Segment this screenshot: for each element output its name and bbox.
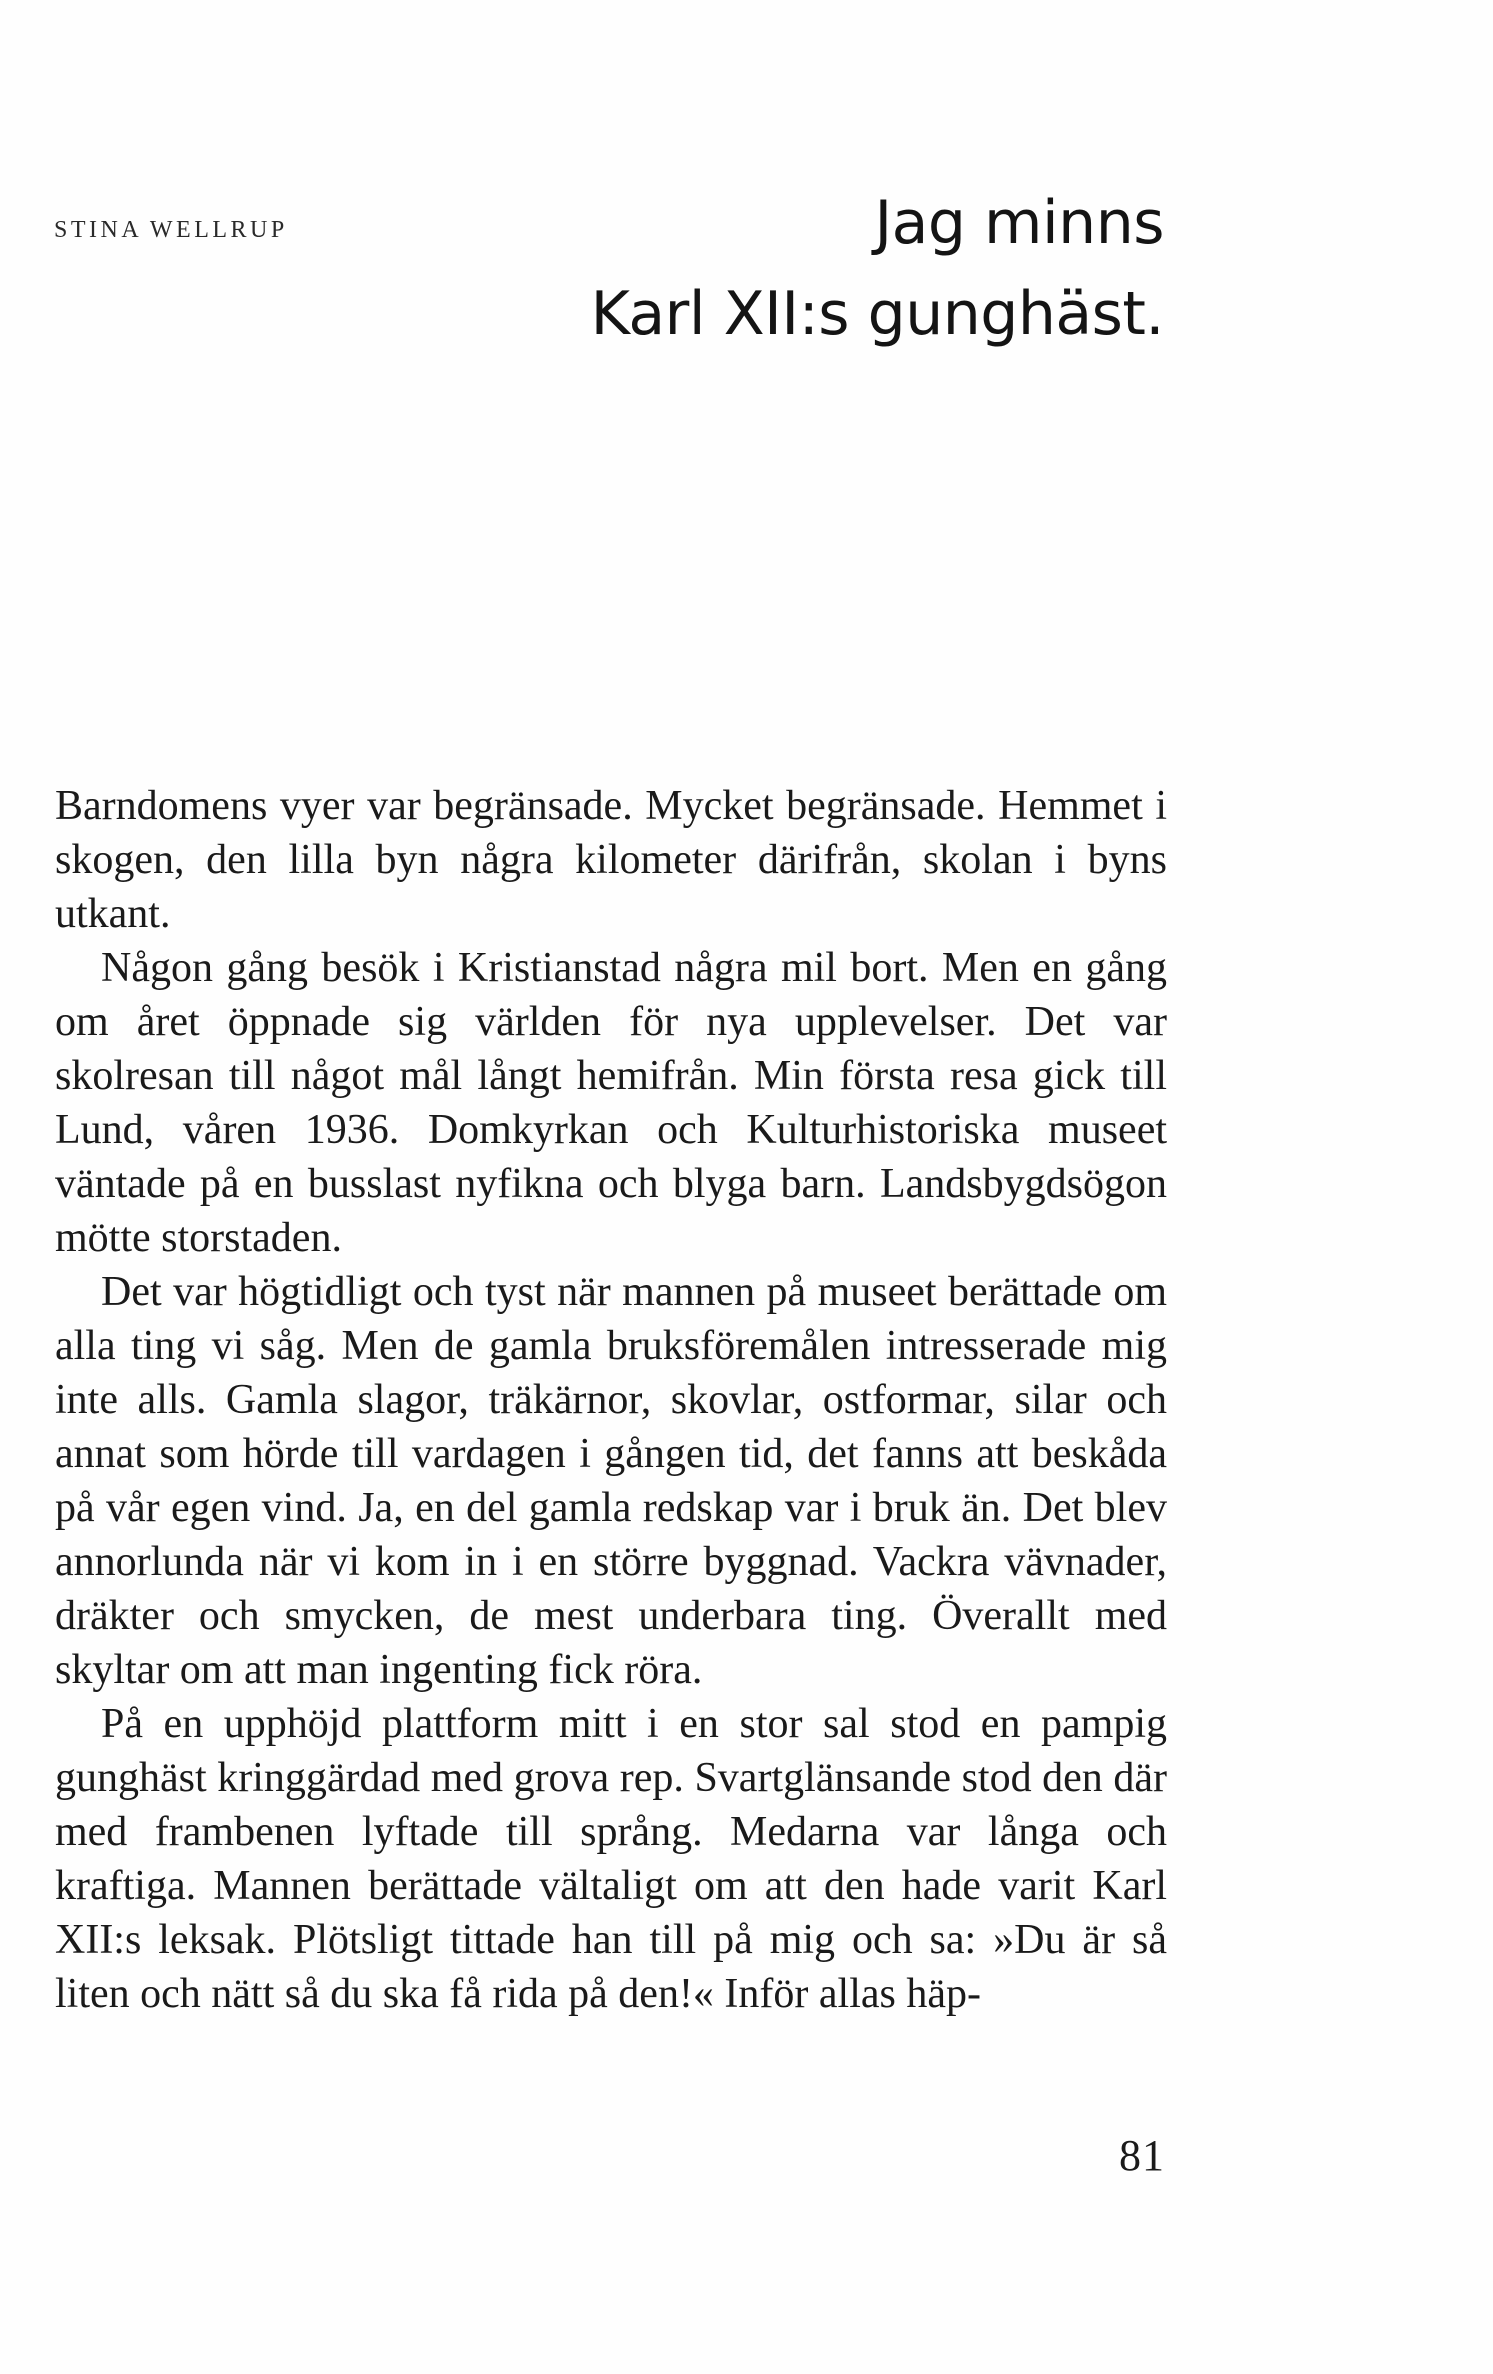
chapter-title-line-2: Karl XII:s gunghäst.	[590, 279, 1164, 349]
paragraph: Det var högtidligt och tyst när mannen på museet berättade om alla ting vi såg. Men de gamla bruksföremålen intresserade mig inte alls. Gamla slagor, träkärnor, skovlar, ostformar, silar och annat som hörde till vardagen i gången tid, det fanns att beskåda på vår egen vind. Ja, en del gamla redskap var i bruk än. Det blev annorlunda när vi kom in i en större byggnad. Vackra vävnader, dräkter och smycken, de mest underbara ting. Överallt med skyltar om att man ingenting fick röra.	[55, 1269, 1167, 1693]
author-name: STINA WELLRUP	[54, 217, 288, 243]
paragraph: Någon gång besök i Kristianstad några mil bort. Men en gång om året öppnade sig världen för nya upplevelser. Det var skolresan till något mål långt hemifrån. Min första resa gick till Lund, våren 1936. Domkyrkan och Kulturhistoriska museet väntade på en busslast nyfikna och blyga barn. Landsbygdsögon mötte storstaden.	[55, 945, 1167, 1261]
body-text	[55, 779, 1167, 2021]
chapter-title	[591, 178, 1164, 360]
page-number: 81	[1119, 2131, 1165, 2180]
paragraph: På en upphöjd plattform mitt i en stor sal stod en pampig gunghäst kringgärdad med grova rep. Svartglänsande stod den där med frambenen lyftade till språng. Medarna var långa och kraftiga. Mannen berättade vältaligt om att den hade varit Karl XII:s leksak. Plötsligt tittade han till på mig och sa: »Du är så liten och nätt så du ska få rida på den!« Inför allas häp-	[55, 1701, 1167, 2017]
paragraph: Barndomens vyer var begränsade. Mycket begränsade. Hemmet i skogen, den lilla byn några kilometer därifrån, skolan i byns utkant.	[55, 783, 1167, 937]
chapter-title-line-1: Jag minns	[874, 188, 1164, 258]
